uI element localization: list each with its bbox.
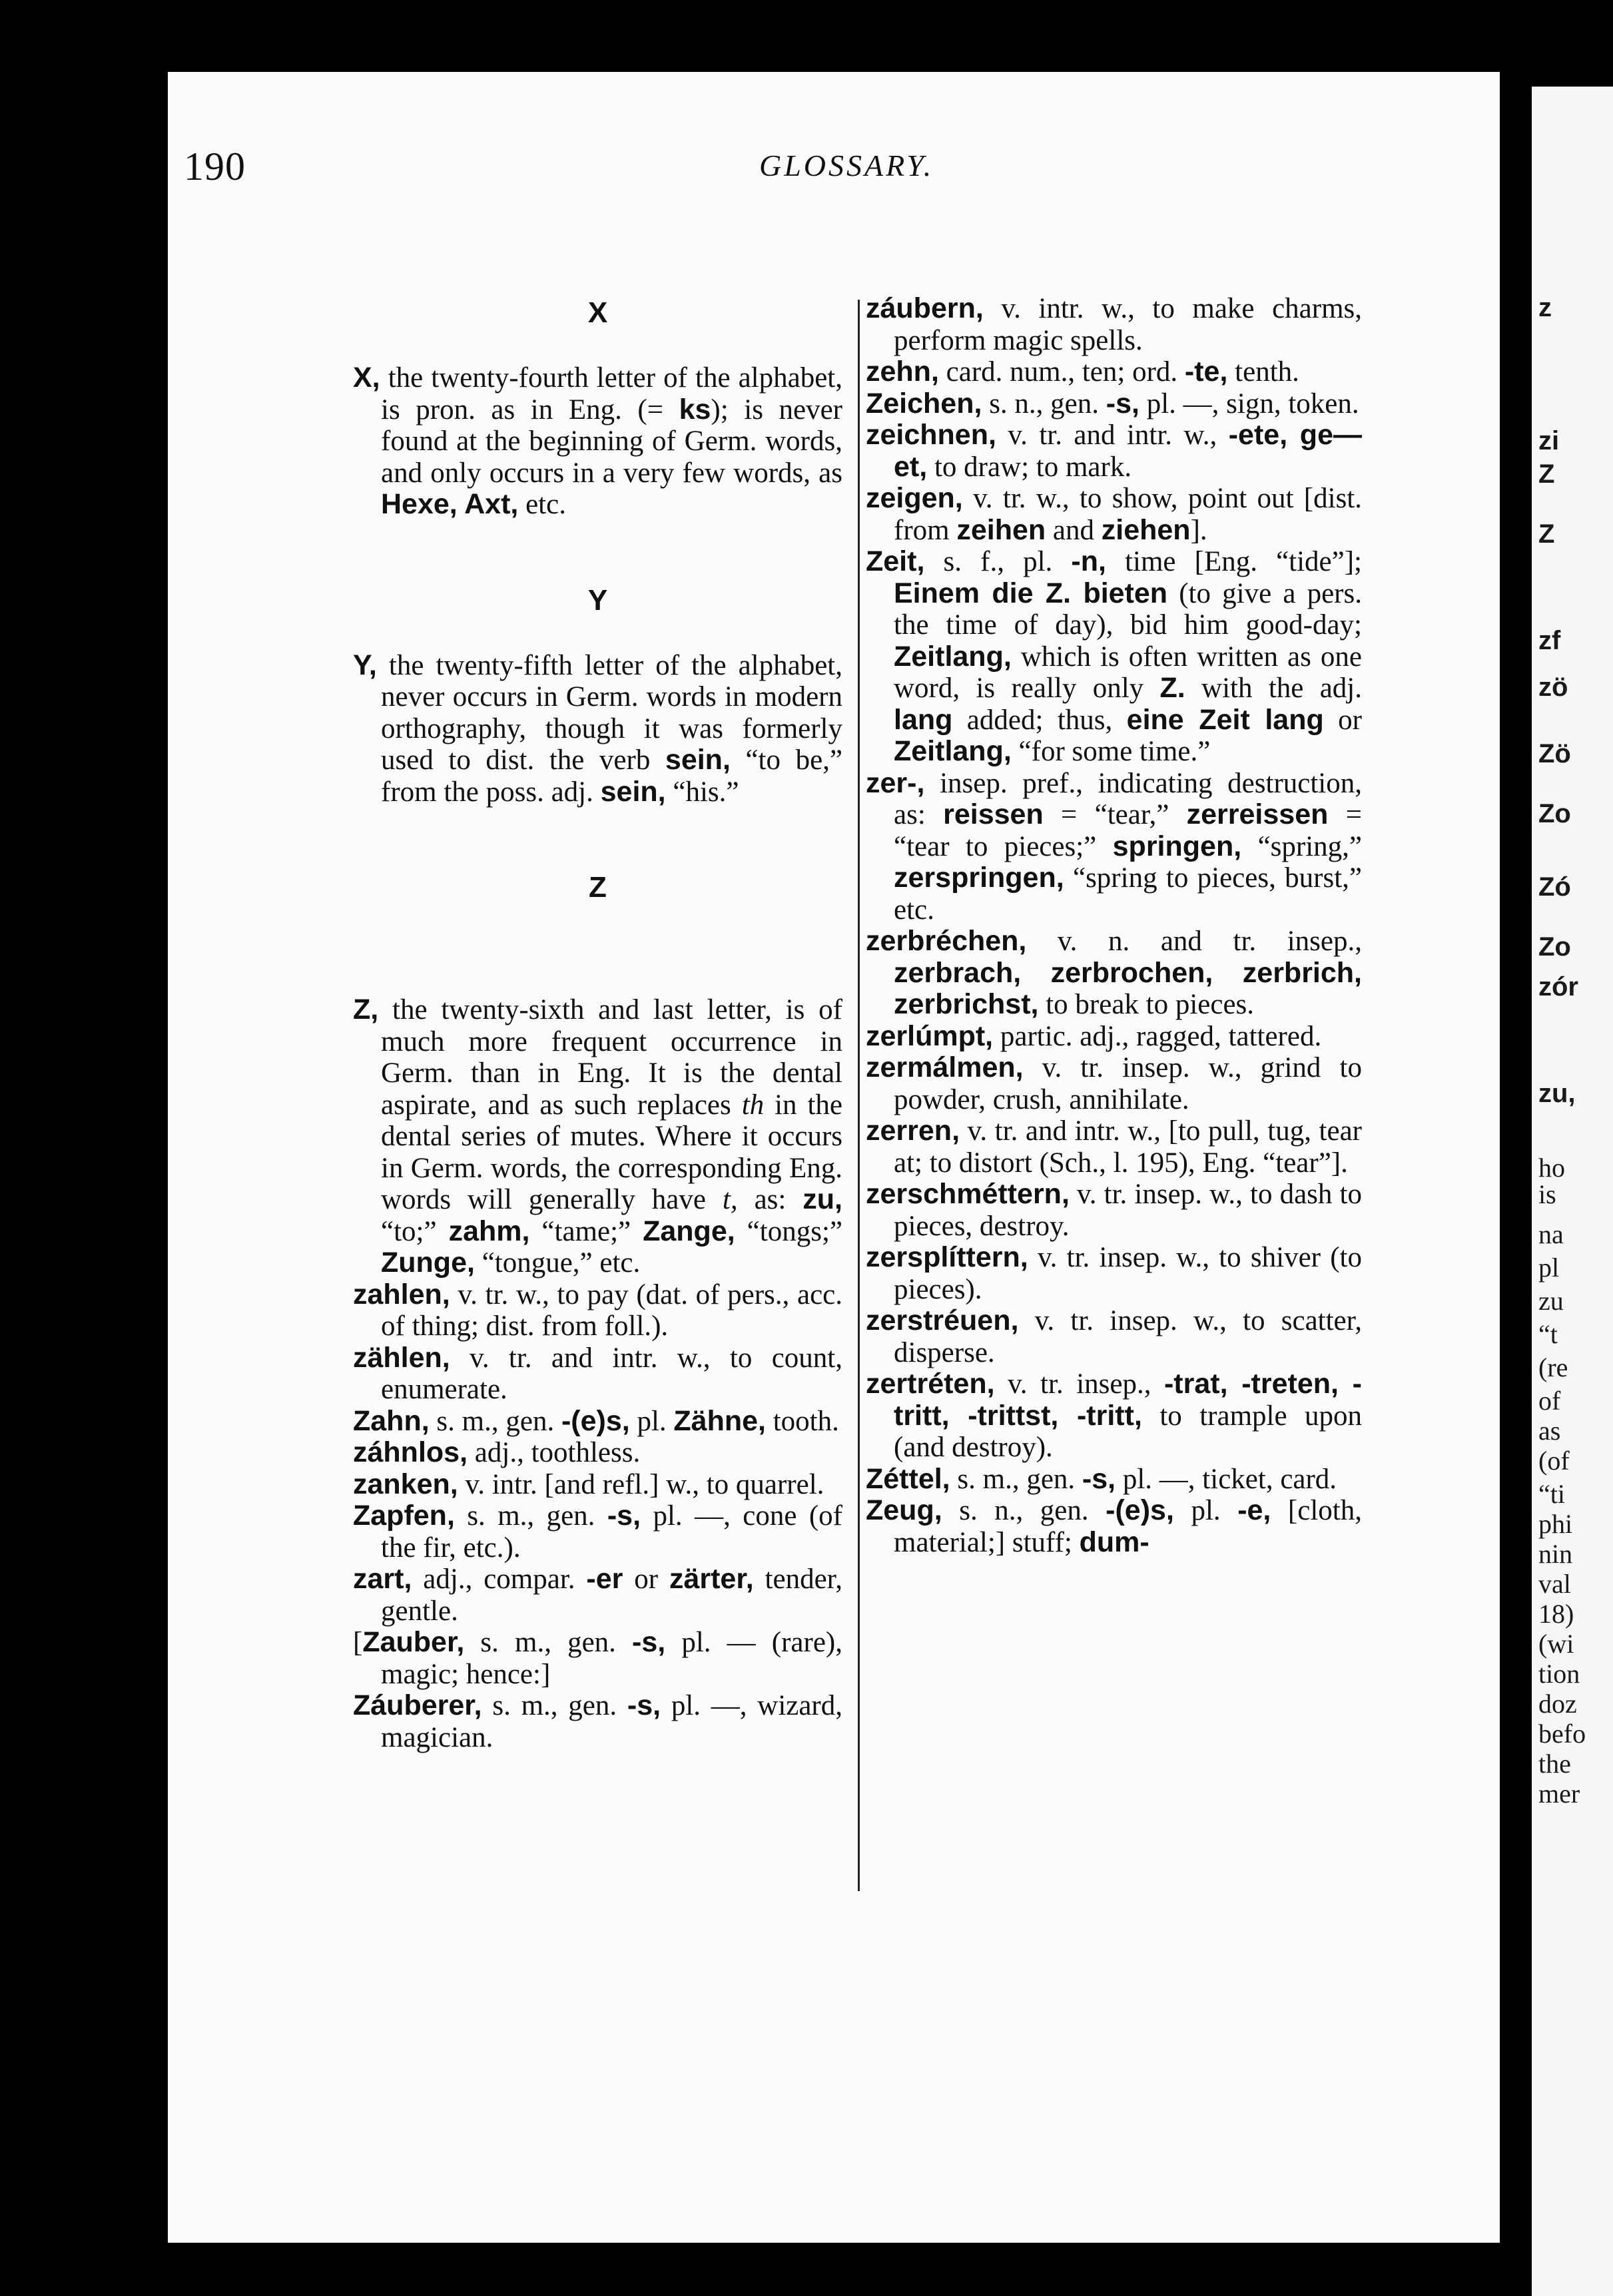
adjacent-page-fragment: Zö [1538,739,1571,768]
entry-headword: zart, [353,1563,412,1595]
entry-keyword: zerbrach, zerbrochen, zerbrich, zerbrichst, [894,956,1362,1020]
entry-text: v. intr. w., to make charms, perform magic spells. [894,293,1362,356]
entry-text: or [1323,704,1362,736]
section-heading-x: X [587,296,608,329]
glossary-entry [866,1368,1362,1464]
entry-text: insep. pref., indicating destruction, as: [894,767,1362,830]
entry-text: tenth. [1227,356,1299,388]
entry-text: pl. [1173,1495,1238,1526]
entry-keyword: zu, [803,1183,842,1215]
entry-text: v. tr. w., to show, point out [dist. from [894,483,1362,546]
entry-keyword: zerreissen [1186,798,1329,830]
entry-italic: th [741,1089,765,1121]
entry-headword: zertréten, [866,1368,995,1400]
entry-keyword: -trat, -treten, -tritt, -trittst, -tritt, [894,1368,1362,1432]
adjacent-page-fragment: zu, [1538,1079,1576,1108]
adjacent-page-fragment: zö [1538,673,1568,702]
glossary-entry [866,768,1362,926]
entry-headword: záhnlos, [353,1436,468,1468]
entry-text: s. n., gen. [942,1495,1106,1526]
entry-text: as: [737,1184,803,1215]
entry-headword: X, [353,362,380,394]
adjacent-page-fragment: (wi [1538,1629,1574,1659]
adjacent-page-fragment: zi [1538,426,1560,455]
entry-text: “spring to pieces, burst,” etc. [894,862,1362,926]
adjacent-page-fragment: is [1538,1179,1556,1209]
entry-text: v. tr. and intr. w., [to pull, tug, tear at; to distort (Sch., l. 195), Eng. “tear”]. [894,1115,1362,1179]
entry-keyword: sein, [665,744,731,776]
entry-text: pl. —, ticket, card. [1116,1463,1337,1495]
entry-keyword: zeihen [956,513,1046,546]
entry-keyword: zärter, [669,1563,754,1595]
entry-keyword: -s, [627,1689,661,1721]
glossary-entry [866,293,1362,356]
glossary-entry [353,1564,842,1627]
glossary-entry [866,1021,1362,1053]
entry-keyword: eine Zeit lang [1126,703,1324,736]
entry-text: s. m., gen. [454,1500,607,1532]
adjacent-page-fragment: Z [1538,519,1555,549]
entry-text: v. tr. insep. w., to dash to pieces, destroy. [894,1179,1362,1242]
entry-keyword: -te, [1184,356,1228,388]
entry-text: s. m., gen. [950,1463,1082,1495]
entry-text: tender, gentle. [381,1564,842,1627]
entry-text: pl. [629,1405,674,1437]
entry-headword: Zéttel, [866,1462,950,1495]
entry-keyword: Einem die Z. bieten [894,577,1168,609]
adjacent-page-fragment: mer [1538,1779,1580,1809]
adjacent-page-fragment: (of [1538,1446,1570,1476]
entry-text: the twenty-sixth and last letter, is of much more frequent occurrence in Germ. than in Eng. It is the dental aspirate, and as such replaces [378,994,842,1121]
entry-text: “for some time.” [1011,736,1211,767]
entry-text: “tame;” [529,1215,643,1247]
entry-headword: zehn, [866,356,939,388]
entry-headword: Zauber, [362,1626,465,1658]
entry-keyword: zerspringen, [894,862,1064,894]
glossary-entry-z [353,994,842,1279]
entry-keyword: Zunge, [381,1247,475,1279]
entry-text: v. tr. insep. w., grind to powder, crush, annihilate. [894,1052,1362,1115]
entry-headword: Y, [353,649,377,681]
entry-text: “to be,” from the poss. adj. [381,744,842,808]
entry-headword: Záuberer, [353,1689,482,1721]
adjacent-page-fragment: val [1538,1569,1571,1599]
entry-text: v. tr. insep., [994,1368,1164,1400]
glossary-entry [866,420,1362,483]
adjacent-page-fragment: Zo [1538,932,1571,962]
entry-text: v. tr. and intr. w., [996,420,1229,451]
entry-keyword: -s, [607,1500,641,1532]
adjacent-page-fragment: tion [1538,1659,1580,1689]
entry-text: “tongue,” etc. [474,1247,641,1279]
adjacent-page-fragment: “ti [1538,1479,1565,1509]
entry-headword: Zahn, [353,1404,430,1437]
adjacent-page-fragment: nin [1538,1539,1573,1569]
entry-keyword: ziehen [1101,513,1191,546]
entry-text: “to;” [381,1215,449,1247]
adjacent-page-fragment: na [1538,1219,1564,1249]
entry-headword: zerbréchen, [866,925,1027,957]
entry-keyword: springen, [1112,830,1242,862]
entry-keyword: Zange, [643,1215,735,1247]
entry-keyword: lang [894,703,953,736]
adjacent-page-fragment: zf [1538,626,1561,655]
entry-text: = “tear to pieces;” [894,799,1362,862]
glossary-entry [866,356,1362,388]
adjacent-page-fragment: Z [1538,459,1555,489]
entry-text: in the dental series of mutes. Where it occurs in Germ. words, the corresponding Eng. words will generally have [381,1089,842,1215]
entry-headword: záubern, [866,292,984,324]
entry-text: to break to pieces. [1038,989,1255,1020]
adjacent-page-fragment: Zo [1538,799,1571,828]
entry-text: v. tr. insep. w., to scatter, disperse. [894,1305,1362,1368]
entry-text: or [623,1564,669,1595]
entry-text: v. tr. w., to pay (dat. of pers., acc. of thing; dist. from foll.). [381,1279,842,1342]
entry-keyword: reissen [943,798,1044,830]
adjacent-page-fragment: zór [1538,972,1578,1002]
entry-text: pl. —, cone (of the fir, etc.). [381,1500,842,1564]
entry-text: = “tear,” [1043,799,1187,830]
entry-text: the twenty-fifth letter of the alphabet, never occurs in Germ. words in modern orthography, though it was formerly used to dist. the verb [376,649,842,776]
entry-text: to trample upon (and destroy). [894,1400,1362,1463]
entry-text: tooth. [765,1405,839,1437]
entry-keyword: -s, [632,1626,666,1658]
entry-text: pl. —, sign, token. [1139,388,1359,420]
right-entry-list [866,293,1362,1558]
glossary-entry [866,1495,1362,1558]
entry-text: s. n., gen. [982,388,1106,420]
entry-text: pl. —, wizard, magician. [381,1690,842,1753]
entry-keyword: -s, [1082,1462,1116,1495]
entry-keyword: -er [586,1563,623,1595]
entry-text: v. tr. and intr. w., to count, enumerate. [381,1342,842,1405]
entry-italic: t, [722,1184,738,1215]
entry-keyword: Zeitlang, [894,640,1012,673]
glossary-entry [866,1115,1362,1179]
adjacent-page-fragment: “t [1538,1319,1558,1349]
adjacent-page-fragment: befo [1538,1719,1586,1749]
left-entry-list [353,1279,842,1754]
glossary-entry-x [353,362,842,521]
entry-headword: zermálmen, [866,1051,1024,1083]
adjacent-page-fragment: of [1538,1386,1561,1416]
right-column [866,293,1362,1558]
section-heading-y: Y [587,583,608,617]
entry-text: and [1046,514,1102,546]
adjacent-page-fragment: z [1538,293,1552,322]
entry-text: [ [353,1627,363,1658]
glossary-entry [866,546,1362,768]
entry-text: card. num., ten; ord. [938,356,1185,388]
glossary-entry [866,1179,1362,1242]
entry-keyword: Zeitlang, [894,735,1012,767]
adjacent-page-fragment: 18) [1538,1599,1574,1629]
entry-headword: Z, [353,994,379,1025]
entry-text: pl. — (rare), magic; hence:] [381,1627,842,1690]
entry-keyword: Z. [1159,672,1185,704]
entry-text: time [Eng. “tide”]; [1106,546,1362,577]
entry-headword: zerschméttern, [866,1178,1070,1210]
entry-text: ); is never found at the beginning of Germ. words, and only occurs in a very few words, as [381,394,842,489]
glossary-entry [866,926,1362,1021]
entry-text: s. m., gen. [482,1690,627,1721]
entry-text: added; thus, [952,704,1127,736]
entry-headword: zeichnen, [866,419,996,451]
adjacent-page-fragment: doz [1538,1689,1577,1719]
adjacent-page-fragment: ho [1538,1153,1565,1183]
entry-keyword: sein, [600,775,666,808]
entry-keyword: -(e)s, [561,1404,630,1437]
glossary-entry [353,1627,842,1690]
entry-headword: zählen, [353,1341,450,1374]
adjacent-page-fragment: as [1538,1416,1561,1446]
glossary-entry [866,1305,1362,1368]
entry-text: “spring,” [1241,830,1362,862]
entry-headword: zahlen, [353,1278,450,1310]
entry-text: which is often written as one word, is really only [894,641,1362,704]
adjacent-page-fragment: zu [1538,1286,1564,1316]
running-title: GLOSSARY. [759,148,934,182]
entry-headword: zeigen, [866,482,963,514]
adjacent-page-fragment: the [1538,1749,1571,1779]
entry-keyword: -n, [1071,545,1106,577]
glossary-entry [353,1469,842,1501]
glossary-entry [866,1242,1362,1305]
entry-keyword: Zähne, [673,1404,766,1437]
entry-headword: Zeichen, [866,387,982,420]
glossary-entry [866,483,1362,546]
entry-keyword: -e, [1237,1494,1271,1526]
entry-headword: zanken, [353,1468,458,1500]
entry-headword: Zeug, [866,1494,942,1526]
entry-text: ]. [1190,514,1207,546]
glossary-entry [353,1500,842,1564]
glossary-entry [866,1464,1362,1496]
entry-text: partic. adj., ragged, tattered. [993,1020,1322,1052]
entry-text: the twenty-fourth letter of the alphabet, is pron. as in Eng. (= [380,362,842,426]
adjacent-page-edge [1532,87,1613,2296]
adjacent-page-fragment: (re [1538,1352,1568,1382]
glossary-entry [353,1690,842,1753]
entry-text: adj., toothless. [468,1437,641,1468]
entry-text: s. m., gen. [464,1627,633,1658]
entry-text: to draw; to mark. [927,451,1132,483]
entry-keyword: -ete, ge—et, [894,419,1362,483]
entry-headword: zerlúmpt, [866,1019,994,1052]
entry-keyword: -s, [1106,387,1139,420]
entry-text: [cloth, material;] stuff; [894,1495,1362,1558]
entry-keyword: Hexe, Axt, [381,488,519,520]
entry-text: adj., compar. [412,1564,587,1595]
page-number: 190 [184,144,246,188]
entry-headword: zer-, [866,766,925,799]
entry-text: (to give a pers. the time of day), bid him good-day; [894,577,1362,641]
entry-keyword: zahm, [448,1215,530,1247]
entry-text: v. intr. [and refl.] w., to quarrel. [458,1468,824,1500]
adjacent-page-fragment: pl [1538,1253,1560,1283]
entry-text: v. n. and tr. insep., [1026,926,1362,957]
entry-headword: zerstréuen, [866,1304,1019,1336]
entry-text: “tongs;” [735,1215,842,1247]
entry-keyword: ks [679,393,711,426]
entry-text: v. tr. insep. w., to shiver (to pieces). [894,1242,1362,1305]
entry-headword: Zapfen, [353,1500,455,1532]
glossary-entry [353,1437,842,1469]
column-divider [858,300,860,1891]
left-column [353,293,842,1753]
entry-text: “his.” [665,776,739,808]
entry-text: s. m., gen. [429,1405,561,1437]
entry-text: etc. [518,489,566,520]
section-heading-z: Z [589,871,607,904]
entry-headword: zersplíttern, [866,1241,1028,1273]
entry-keyword: -(e)s, [1106,1494,1174,1526]
entry-headword: zerren, [866,1115,960,1147]
entry-text: with the adj. [1185,673,1362,704]
glossary-entry [866,1052,1362,1115]
glossary-entry [353,1279,842,1342]
entry-keyword: dum- [1079,1526,1149,1558]
entry-text: s. f., pl. [924,546,1072,577]
entry-headword: Zeit, [866,545,925,577]
glossary-entry [866,388,1362,420]
glossary-entry [353,1342,842,1406]
adjacent-page-fragment: phi [1538,1509,1573,1539]
glossary-entry [353,1406,842,1438]
glossary-entry-y [353,650,842,808]
adjacent-page-fragment: Zó [1538,872,1571,902]
